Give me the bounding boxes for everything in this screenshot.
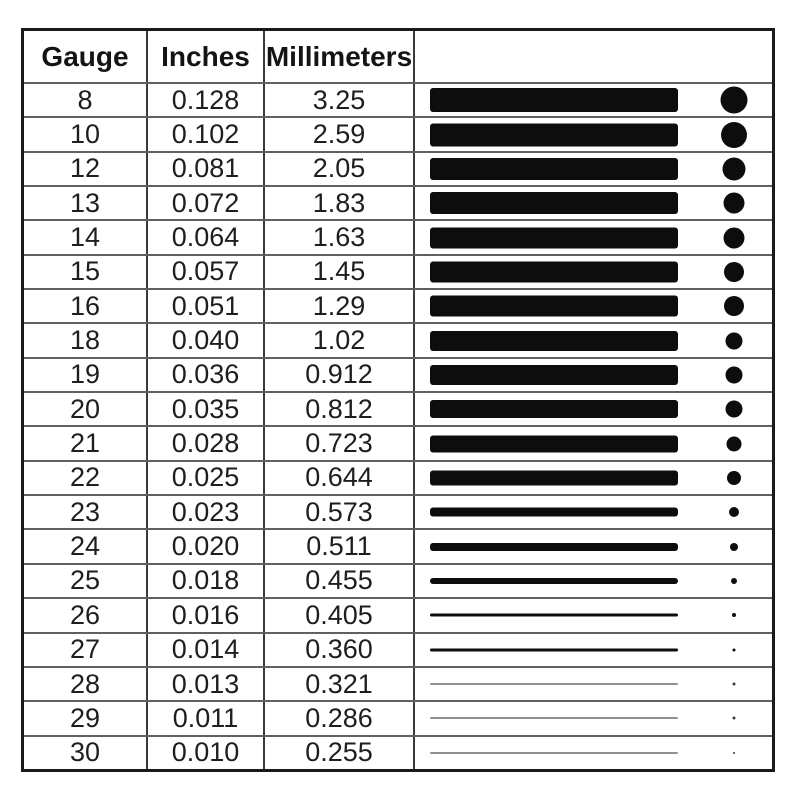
wire-cross-section-dot bbox=[729, 507, 739, 517]
wire-visual-cell bbox=[413, 737, 772, 769]
inches-column-header: Inches bbox=[146, 31, 263, 82]
table-row bbox=[24, 116, 772, 150]
mm-cell: 0.723 bbox=[263, 427, 413, 459]
gauge-cell: 12 bbox=[69, 153, 101, 184]
table-row bbox=[24, 82, 772, 116]
mm-cell: 1.83 bbox=[263, 187, 413, 219]
wire-cross-section-dot bbox=[733, 717, 736, 720]
inches-cell: 0.028 bbox=[146, 427, 263, 459]
table-row bbox=[24, 254, 772, 288]
mm-cell: 2.59 bbox=[263, 118, 413, 150]
wire-thickness-bar bbox=[430, 227, 678, 248]
mm-cell: 0.360 bbox=[263, 634, 413, 666]
wire-visual-cell bbox=[413, 221, 772, 253]
wire-gauge-table bbox=[21, 28, 775, 772]
gauge-cell: 16 bbox=[69, 290, 101, 321]
table-row bbox=[24, 391, 772, 425]
inches-cell: 0.081 bbox=[146, 153, 263, 185]
table-row bbox=[24, 288, 772, 322]
inches-cell: 0.013 bbox=[146, 668, 263, 700]
wire-visual-cell bbox=[413, 359, 772, 391]
mm-cell: 0.455 bbox=[263, 565, 413, 597]
table-row bbox=[24, 563, 772, 597]
mm-cell: 0.405 bbox=[263, 599, 413, 631]
wire-visual-cell bbox=[413, 118, 772, 150]
wire-cross-section-dot bbox=[727, 436, 742, 451]
gauge-cell: 13 bbox=[69, 187, 101, 218]
table-row bbox=[24, 528, 772, 562]
mm-cell: 0.511 bbox=[263, 530, 413, 562]
gauge-cell: 18 bbox=[69, 325, 101, 356]
table-row bbox=[24, 632, 772, 666]
mm-cell: 0.573 bbox=[263, 496, 413, 528]
mm-cell: 1.63 bbox=[263, 221, 413, 253]
wire-visual-cell bbox=[413, 256, 772, 288]
wire-thickness-bar bbox=[430, 88, 678, 112]
wire-visual-cell bbox=[413, 668, 772, 700]
gauge-cell: 27 bbox=[69, 634, 101, 665]
wire-thickness-bar bbox=[430, 123, 678, 146]
wire-visual-cell bbox=[413, 84, 772, 116]
wire-visual-cell bbox=[413, 565, 772, 597]
wire-thickness-bar bbox=[430, 752, 678, 754]
gauge-cell: 22 bbox=[69, 462, 101, 493]
inches-cell: 0.057 bbox=[146, 256, 263, 288]
wire-cross-section-dot bbox=[733, 648, 736, 651]
visual-column-header bbox=[413, 31, 772, 82]
gauge-cell: 19 bbox=[69, 359, 101, 390]
wire-visual-cell bbox=[413, 290, 772, 322]
inches-cell: 0.014 bbox=[146, 634, 263, 666]
wire-cross-section-dot bbox=[731, 578, 737, 584]
wire-thickness-bar bbox=[430, 648, 678, 651]
inches-cell: 0.040 bbox=[146, 324, 263, 356]
wire-thickness-bar bbox=[430, 717, 678, 719]
gauge-cell: 29 bbox=[69, 702, 101, 733]
wire-visual-cell bbox=[413, 634, 772, 666]
wire-visual-cell bbox=[413, 427, 772, 459]
wire-cross-section-dot bbox=[721, 122, 747, 148]
wire-cross-section-dot bbox=[726, 332, 743, 349]
mm-cell: 0.644 bbox=[263, 462, 413, 494]
wire-cross-section-dot bbox=[730, 543, 738, 551]
wire-visual-cell bbox=[413, 324, 772, 356]
inches-cell: 0.064 bbox=[146, 221, 263, 253]
inches-cell: 0.016 bbox=[146, 599, 263, 631]
gauge-cell: 21 bbox=[69, 428, 101, 459]
wire-thickness-bar bbox=[430, 192, 678, 214]
mm-cell: 0.321 bbox=[263, 668, 413, 700]
wire-cross-section-dot bbox=[724, 262, 744, 282]
table-row bbox=[24, 494, 772, 528]
wire-cross-section-dot bbox=[724, 296, 744, 316]
wire-thickness-bar bbox=[430, 508, 678, 517]
wire-visual-cell bbox=[413, 153, 772, 185]
gauge-cell: 15 bbox=[69, 256, 101, 287]
mm-cell: 3.25 bbox=[263, 84, 413, 116]
inches-cell: 0.011 bbox=[146, 702, 263, 734]
wire-cross-section-dot bbox=[723, 157, 746, 180]
inches-cell: 0.010 bbox=[146, 737, 263, 769]
table-row bbox=[24, 185, 772, 219]
gauge-column-header: Gauge bbox=[41, 40, 129, 72]
wire-thickness-bar bbox=[430, 296, 678, 317]
mm-cell: 1.02 bbox=[263, 324, 413, 356]
wire-visual-cell bbox=[413, 702, 772, 734]
header-row bbox=[24, 31, 772, 82]
wire-visual-cell bbox=[413, 530, 772, 562]
inches-cell: 0.018 bbox=[146, 565, 263, 597]
wire-thickness-bar bbox=[430, 261, 678, 282]
wire-thickness-bar bbox=[430, 365, 678, 385]
table-row bbox=[24, 322, 772, 356]
gauge-cell: 23 bbox=[69, 496, 101, 527]
gauge-cell: 14 bbox=[69, 222, 101, 253]
wire-thickness-bar bbox=[430, 158, 678, 180]
millimeters-column-header: Millimeters bbox=[263, 31, 413, 82]
mm-cell: 0.286 bbox=[263, 702, 413, 734]
wire-visual-cell bbox=[413, 496, 772, 528]
wire-visual-cell bbox=[413, 393, 772, 425]
gauge-cell: 10 bbox=[69, 119, 101, 150]
mm-cell: 0.912 bbox=[263, 359, 413, 391]
gauge-cell: 20 bbox=[69, 393, 101, 424]
table-row bbox=[24, 700, 772, 734]
table-row bbox=[24, 460, 772, 494]
wire-cross-section-dot bbox=[721, 87, 748, 114]
inches-cell: 0.023 bbox=[146, 496, 263, 528]
wire-thickness-bar bbox=[430, 470, 678, 485]
wire-thickness-bar bbox=[430, 543, 678, 551]
table-row bbox=[24, 151, 772, 185]
wire-cross-section-dot bbox=[733, 752, 735, 754]
mm-cell: 0.812 bbox=[263, 393, 413, 425]
inches-cell: 0.072 bbox=[146, 187, 263, 219]
wire-cross-section-dot bbox=[726, 401, 743, 418]
table-row bbox=[24, 735, 772, 769]
gauge-cell: 24 bbox=[69, 531, 101, 562]
wire-thickness-bar bbox=[430, 400, 678, 418]
wire-cross-section-dot bbox=[727, 471, 741, 485]
mm-cell: 2.05 bbox=[263, 153, 413, 185]
gauge-cell: 30 bbox=[69, 737, 101, 768]
gauge-cell: 26 bbox=[69, 599, 101, 630]
wire-cross-section-dot bbox=[724, 193, 745, 214]
wire-cross-section-dot bbox=[724, 227, 745, 248]
wire-cross-section-dot bbox=[726, 366, 743, 383]
mm-cell: 1.29 bbox=[263, 290, 413, 322]
table-row bbox=[24, 597, 772, 631]
wire-cross-section-dot bbox=[733, 683, 736, 686]
wire-thickness-bar bbox=[430, 435, 678, 452]
wire-visual-cell bbox=[413, 599, 772, 631]
table-row bbox=[24, 666, 772, 700]
wire-cross-section-dot bbox=[732, 613, 736, 617]
table-row bbox=[24, 219, 772, 253]
mm-cell: 0.255 bbox=[263, 737, 413, 769]
mm-cell: 1.45 bbox=[263, 256, 413, 288]
inches-cell: 0.051 bbox=[146, 290, 263, 322]
inches-cell: 0.025 bbox=[146, 462, 263, 494]
inches-cell: 0.128 bbox=[146, 84, 263, 116]
wire-thickness-bar bbox=[430, 614, 678, 617]
gauge-cell: 25 bbox=[69, 565, 101, 596]
wire-visual-cell bbox=[413, 187, 772, 219]
table-row bbox=[24, 357, 772, 391]
wire-thickness-bar bbox=[430, 578, 678, 584]
wire-thickness-bar bbox=[430, 331, 678, 351]
wire-thickness-bar bbox=[430, 683, 678, 685]
wire-visual-cell bbox=[413, 462, 772, 494]
table-row bbox=[24, 425, 772, 459]
inches-cell: 0.036 bbox=[146, 359, 263, 391]
gauge-cell: 28 bbox=[69, 668, 101, 699]
inches-cell: 0.102 bbox=[146, 118, 263, 150]
inches-cell: 0.020 bbox=[146, 530, 263, 562]
inches-cell: 0.035 bbox=[146, 393, 263, 425]
gauge-cell: 8 bbox=[77, 84, 93, 115]
